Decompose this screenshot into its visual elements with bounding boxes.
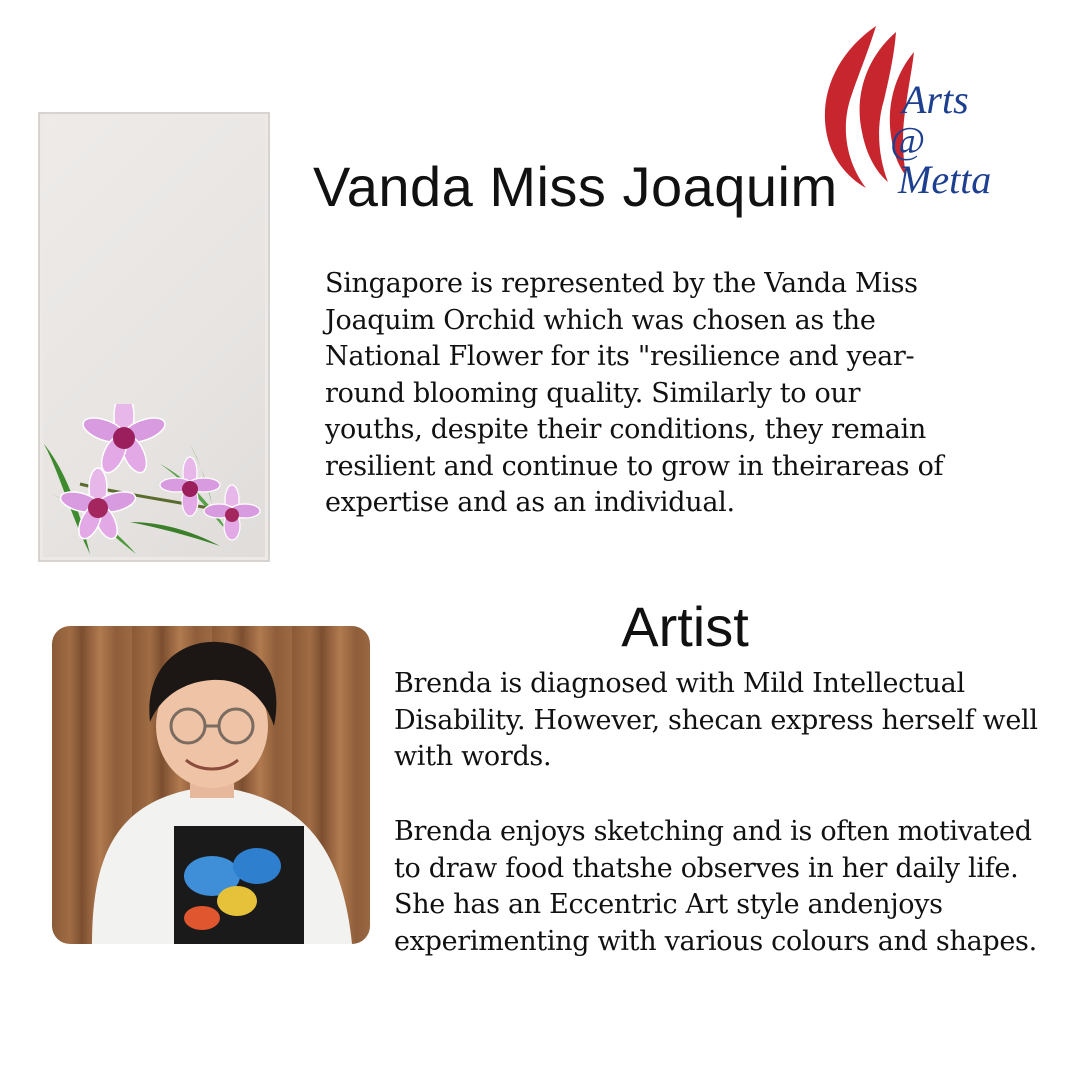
artist-bio-paragraph-1: Brenda is diagnosed with Mild Intellectual Disability. However, shecan express herself well with words.: [394, 668, 1038, 772]
orchid-scarf-image: [38, 112, 270, 562]
artist-bio-paragraph-2: Brenda enjoys sketching and is often motivated to draw food thatshe observes in her daily life. She has an Eccentric Art style andenjoys experimenting with various colours and shapes.: [394, 816, 1037, 957]
artwork-description: Singapore is represented by the Vanda Miss Joaquim Orchid which was chosen as the National Flower for its "resilience and year-round blooming quality. Similarly to our youths, despite their conditions, they remain resilient and continue to grow in theirareas of expertise and as an individual.: [325, 268, 944, 518]
logo-text-arts: Arts: [902, 77, 969, 122]
artist-photo: [52, 626, 370, 944]
artist-portrait-icon: [52, 626, 370, 944]
artist-heading: Artist: [621, 595, 749, 658]
logo-text-at: @: [890, 120, 925, 162]
logo-text-metta: Metta: [898, 157, 992, 202]
orchid-painting-icon: [40, 404, 268, 564]
artwork-title: Vanda Miss Joaquim: [313, 155, 838, 218]
